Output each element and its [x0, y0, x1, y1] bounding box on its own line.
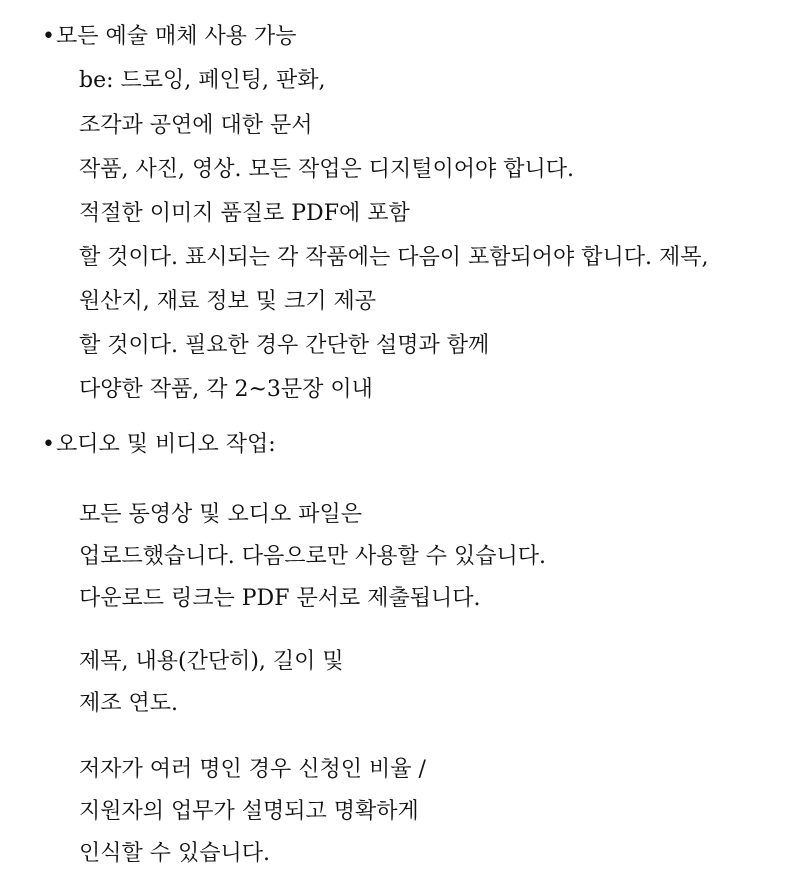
art-line-8: 다양한 작품, 각 2~3문장 이내: [79, 377, 373, 402]
art-line-5: 할 것이다. 표시되는 각 작품에는 다음이 포함되어야 합니다. 제목,: [79, 245, 709, 270]
art-line-1: be: 드로잉, 페인팅, 판화,: [79, 68, 326, 93]
bullet-heading-av: 오디오 및 비디오 작업:: [56, 432, 276, 457]
av-p1-line-2: 업로드했습니다. 다음으로만 사용할 수 있습니다.: [79, 544, 547, 569]
bullet-item-audio-video: [42, 430, 276, 460]
art-line-7: 할 것이다. 필요한 경우 간단한 설명과 함께: [79, 333, 490, 358]
art-line-2: 조각과 공연에 대한 문서: [79, 113, 313, 138]
bullet-item-art-media: [42, 22, 297, 52]
av-p2-line-2: 제조 연도.: [79, 691, 178, 716]
bullet-icon: •: [42, 432, 55, 457]
av-p1-line-1: 모든 동영상 및 오디오 파일은: [79, 502, 362, 527]
bullet-icon: •: [42, 24, 55, 49]
art-line-3: 작품, 사진, 영상. 모든 작업은 디지털이어야 합니다.: [79, 157, 574, 182]
av-p3-line-1: 저자가 여러 명인 경우 신청인 비율 /: [79, 757, 426, 782]
av-p3-line-2: 지원자의 업무가 설명되고 명확하게: [79, 799, 419, 824]
art-line-6: 원산지, 재료 정보 및 크기 제공: [79, 289, 376, 314]
art-line-4: 적절한 이미지 품질로 PDF에 포함: [79, 201, 410, 226]
bullet-heading-art: 모든 예술 매체 사용 가능: [56, 24, 297, 49]
av-p3-line-3: 인식할 수 있습니다.: [79, 841, 270, 866]
av-p2-line-1: 제목, 내용(간단히), 길이 및: [79, 649, 344, 674]
av-p1-line-3: 다운로드 링크는 PDF 문서로 제출됩니다.: [79, 586, 481, 611]
